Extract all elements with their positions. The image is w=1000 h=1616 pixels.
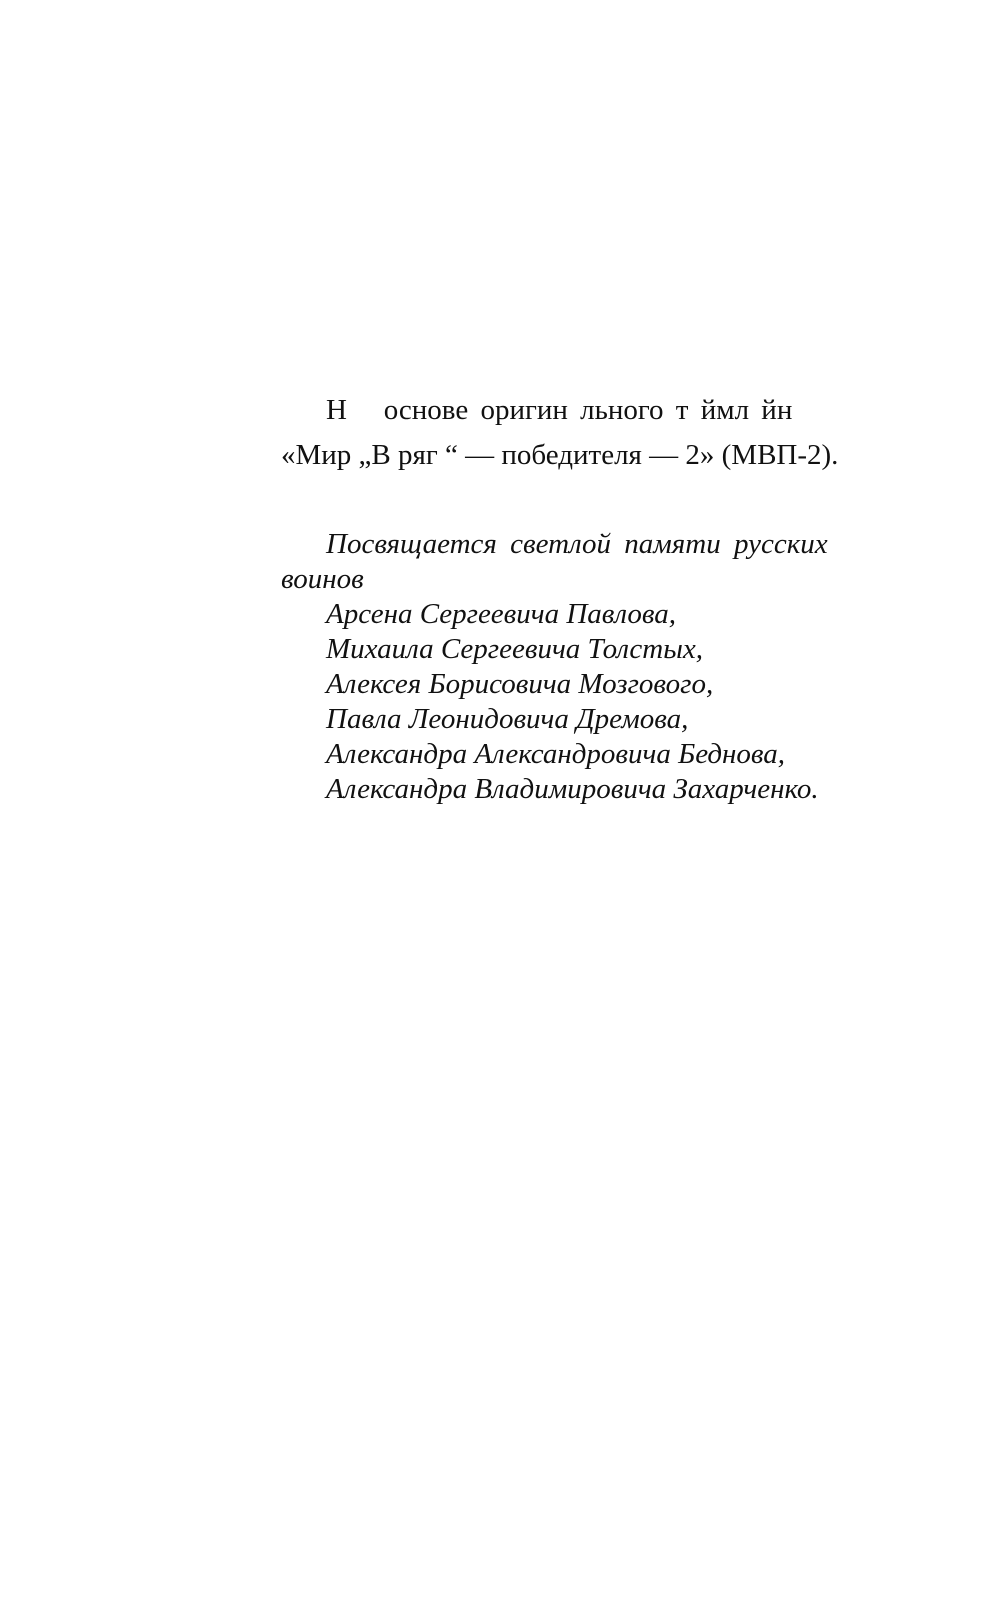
dedication-intro: Посвящается светлой памяти русских воинов	[281, 528, 828, 595]
dedication-name: Михаила Сергеевича Толстых,	[326, 633, 703, 665]
dedication-name: Александра Владимировича Захарченко.	[326, 773, 819, 805]
dedication-name: Арсена Сергеевича Павлова,	[326, 598, 677, 630]
source-note-line-2: «Мир „В ряг “ — победителя — 2» (МВП-2).	[281, 439, 839, 471]
dedication-names-list	[281, 597, 881, 807]
dedication	[281, 527, 881, 807]
source-note-line-1: Н основе оригин льного т ймл йн	[326, 394, 793, 426]
dedication-name: Алексея Борисовича Мозгового,	[326, 668, 714, 700]
source-note	[281, 388, 861, 478]
dedication-name: Александра Александровича Беднова,	[326, 738, 786, 770]
dedication-name: Павла Леонидовича Дремова,	[326, 703, 689, 735]
